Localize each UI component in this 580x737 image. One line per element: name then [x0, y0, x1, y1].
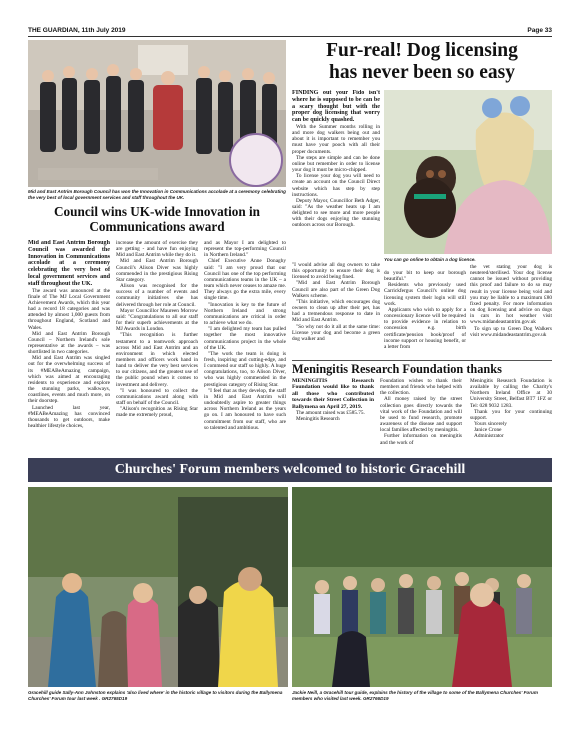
gracehill-guide-photo-left — [28, 487, 288, 687]
gracehill-caption-left: Gracehill guide Sally-Ann Johnston explains 'also lived where' in the historic village to visitors during the Ballymena Churches' Forum tour last week . GR2765D19 — [28, 690, 283, 701]
gracehill-caption-right: Jackie Neill, a Gracehill tour guide, explains the history of the village to some of the Ballymena Churches' Forum members who visited last week. GR2766D19 — [292, 690, 538, 701]
gracehill-headline-band — [28, 458, 552, 482]
dog-photo-caption: You can go online to obtain a dog licence. — [384, 257, 476, 262]
paper-date: THE GUARDIAN, 11th July 2019 — [28, 27, 126, 34]
dog-article-col3: do your bit to keep our borough beautiful." Residents who previously used Carrickfergus Council's online dog licensing system their login will still work. Applicants who wish to apply for a concessionary licence will be required to provide evidence in relation to concession e.g. birth certificate/pension book/proof of income support or housing benefit, or a letter from — [384, 270, 466, 350]
dog-article-intro-col: FINDING out your Fido isn't where he is supposed to be can be a scary thought but with the proper dog licensing that worry can be quickly quashed. With the Summer months rolling in and more dog walkers being out and about it is important to remember you must have your pooch with all their proper documents. The steps are simple and can be done online but remember in order to license your dog it must be micro-chipped. To license your dog you will need to create an account on the Council Direct website which has step by step instructions. Deputy Mayor, Councillor Beth Adger, said: "As the weather heats up I am delighted to see more and more people with their dogs enjoying the stunning outdoors across our Borough. — [292, 90, 380, 229]
header-rule — [28, 36, 552, 37]
award-group-photo — [28, 40, 286, 187]
dog-licensing-headline: Fur-real! Dog licensing has never been so easy — [326, 40, 518, 83]
meningitis-top-rule — [292, 360, 552, 361]
meningitis-col2: Foundation wishes to thank their members and friends who helped with the collection. All money raised by the street collection goes directly towards the vital work of the Foundation and will be used to fund research, promote awareness of the disease and support local families affected by meningitis. Further information on meningitis and the work of — [380, 378, 462, 446]
gracehill-guide-photo-right — [292, 487, 552, 687]
council-article-col1: Mid and East Antrim Borough Council was awarded the Innovation in Communications accolade at a ceremony celebrating the very best of local government services and staff throughout the UK. The award was announced at the finale of The MJ Local Government Achievement Awards, which this year had a record 18 categories and was attended by almost 1,000 guests from throughout England, Scotland and Wales. Mid and East Antrim Borough Council – Northern Ireland's sole representative at the awards – was shortlisted in two categories. Mid and East Antrim was singled out for the overwhelming success of its #MEABeAmazing campaign, which was aimed at encouraging residents to experience and explore the stunning parks, walkways, coastlines, events and much more, on their doorstep. Launched last year, #MEABeAmazing has convinced thousands to get outdoors, make healthier lifestyle choices, — [28, 240, 110, 430]
dog-article-col2: "I would advise all dog owners to take this opportunity to ensure their dog is licensed to avoid being fined. "Mid and East Antrim Borough Council are also part of the Green Dog Walkers scheme. "This initiative, which encourages dog owners to clean up after their pet, has had a tremendous response to date in Mid and East Antrim. "So why not do it all at the same time: License your dog and become a green dog walker and — [292, 262, 380, 342]
council-award-headline: Council wins UK-wide Innovation in Communications award — [54, 204, 260, 234]
meningitis-col3: Meningitis Research Foundation is available by calling the Charity's Northern Ireland Office at 30 University Street, Belfast BT7 1FZ or Tel: 028 9032 1283. Thank you for your continuing support. Yours sincerely Janice Crone Administrator — [470, 378, 552, 440]
meningitis-headline: Meningitis Research Foundation thanks — [292, 362, 502, 376]
council-article-col2: increase the amount of exercise they are getting - and have fun enjoying Mid and East Antrim while they do it. Mid and East Antrim Borough Council's Alison Diver was highly commended in the prestigious Rising Star category. Alison was recognised for the success of a number of events and community initiatives she has delivered through her role at Council. Mayor Councillor Maureen Morrow said: "Congratulations to all our staff for their superb achievements at the MJ Awards in London. "This recognition is further testament to a teamwork approach across Mid and East Antrim and an environment in which elected members and officers work hand in hand to deliver the very best services to our citizens, and the greatest use of the public pound when it comes to investment and delivery. "I was honoured to collect the communications award along with staff on behalf of the Council. "Alison's recognition as Rising Star made me extremely proud, — [116, 240, 198, 419]
meningitis-col1: MENINGITIS Research Foundation would like to thank all those who contributed towards their Street Collection in Ballymena on April 27, 2019. The amount raised was £585.75. Meningitis Research — [292, 378, 374, 423]
dog-article-col4: the vet stating your dog is neutered/sterilised. Your dog license cannot be issued without providing this proof and failure to do so may result in your license being void and you may be liable to a maximum £80 fixed penalty. For more information on dog licensing and advice on dogs in cars in hot weather visit www.midandeastantrim.gov.uk To sign up to Green Dog Walkers visit www.midandeastantrim.gov.uk — [470, 264, 552, 338]
award-photo-caption: Mid and East Antrim Borough Council has won the Innovation in Communications accolade at a ceremony celebrating the very best of local government services and staff throughout the UK. — [28, 189, 286, 200]
council-article-col3: and as Mayor I am delighted to represent the top-performing Council in Northern Ireland." Chief Executive Anne Donaghy said: "I am very proud that our Council has one of the top performing communications teams in the UK – a team which never ceases to amaze me. They always go the extra mile, every single time. "Innovation is key to the future of Northern Ireland and strong communications are critical in order to achieve what we do. "I am delighted my team has pulled together the most innovative communications project in the whole of the UK. "The work the team is doing is fresh, inspiring and cutting-edge, and I commend our staff so highly. A huge congratulations, too, to Alison Diver, who was highly commended in the prestigious category of Rising Star. "I feel that as they develop, the staff in Mid and East Antrim will undoubtedly aspire to greater things across Northern Ireland as the years go on. I am honoured to have such commitment from our staff, who are so talented and ambitious. — [204, 240, 286, 431]
page-number: Page 33 — [527, 27, 552, 34]
girl-with-dog-photo — [384, 90, 552, 254]
gracehill-headline: Churches' Forum members welcomed to historic Gracehill — [114, 462, 466, 477]
